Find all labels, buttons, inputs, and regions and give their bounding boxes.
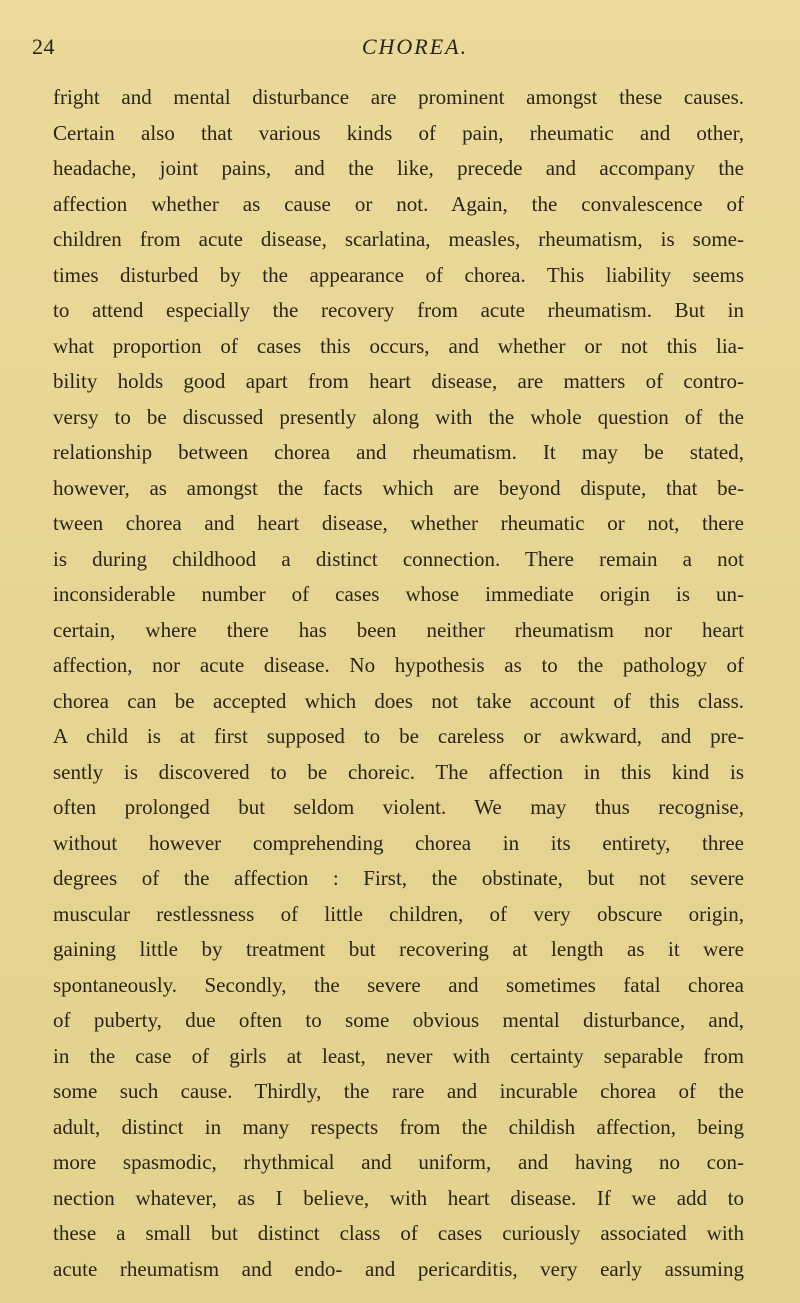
page-number: 24 [32,34,55,59]
text-line: what proportion of cases this occurs, and whether or not this lia- [53,333,744,358]
text-line: some such cause. Thirdly, the rare and incurable chorea of the [53,1079,744,1103]
text-line: children from acute disease, scarlatina, measles, rheumatism, is some- [53,227,744,251]
text-line: tween chorea and heart disease, whether rheumatic or not, there [53,511,744,535]
text-line: in the case of girls at least, never with certainty separable from [53,1043,744,1068]
text-line: versy to be discussed presently along with the whole question of the [53,404,744,429]
text-line: nection whatever, as I believe, with heart disease. If we add to [53,1185,744,1210]
text-line: spontaneously. Secondly, the severe and sometimes fatal chorea [53,972,744,997]
text-line: is during childhood a distinct connection. There remain a not [53,546,744,571]
text-line: headache, joint pains, and the like, precede and accompany the [53,156,744,180]
text-line: without however comprehending chorea in its entirety, three [53,830,744,855]
text-line: of puberty, due often to some obvious mental disturbance, and, [53,1008,744,1032]
text-line: fright and mental disturbance are prominent amongst these causes. [53,85,744,109]
text-line: muscular restlessness of little children, of very obscure origin, [53,901,744,926]
text-line: certain, where there has been neither rheumatism nor heart [53,617,744,642]
text-line: inconsiderable number of cases whose immediate origin is un- [53,582,744,606]
text-line: relationship between chorea and rheumatism. It may be stated, [53,440,744,464]
text-line: to attend especially the recovery from acute rheumatism. But in [53,298,744,322]
running-title: CHOREA. [361,34,469,59]
body-text [53,80,744,1287]
text-line: chorea can be accepted which does not take account of this class. [53,688,744,713]
text-line: degrees of the affection : First, the obstinate, but not severe [53,866,744,890]
text-line: more spasmodic, rhythmical and uniform, and having no con- [53,1150,744,1174]
text-line: sently is discovered to be choreic. The affection in this kind is [53,759,744,784]
page-header [30,34,770,64]
text-line: affection, nor acute disease. No hypothesis as to the pathology of [53,653,744,677]
text-line: however, as amongst the facts which are beyond dispute, that be- [53,475,744,500]
text-line: bility holds good apart from heart disease, are matters of contro- [53,369,744,393]
text-line: A child is at first supposed to be careless or awkward, and pre- [53,724,744,748]
text-line: gaining little by treatment but recovering at length as it were [53,937,744,961]
text-line: acute rheumatism and endo- and pericarditis, very early assuming [53,1256,744,1281]
text-line: these a small but distinct class of cases curiously associated with [53,1221,744,1245]
text-line: adult, distinct in many respects from the childish affection, being [53,1114,744,1139]
text-line: often prolonged but seldom violent. We may thus recognise, [53,795,744,819]
text-line: Certain also that various kinds of pain, rheumatic and other, [53,120,744,145]
text-line: affection whether as cause or not. Again, the convalescence of [53,191,744,216]
text-line: times disturbed by the appearance of chorea. This liability seems [53,262,744,287]
